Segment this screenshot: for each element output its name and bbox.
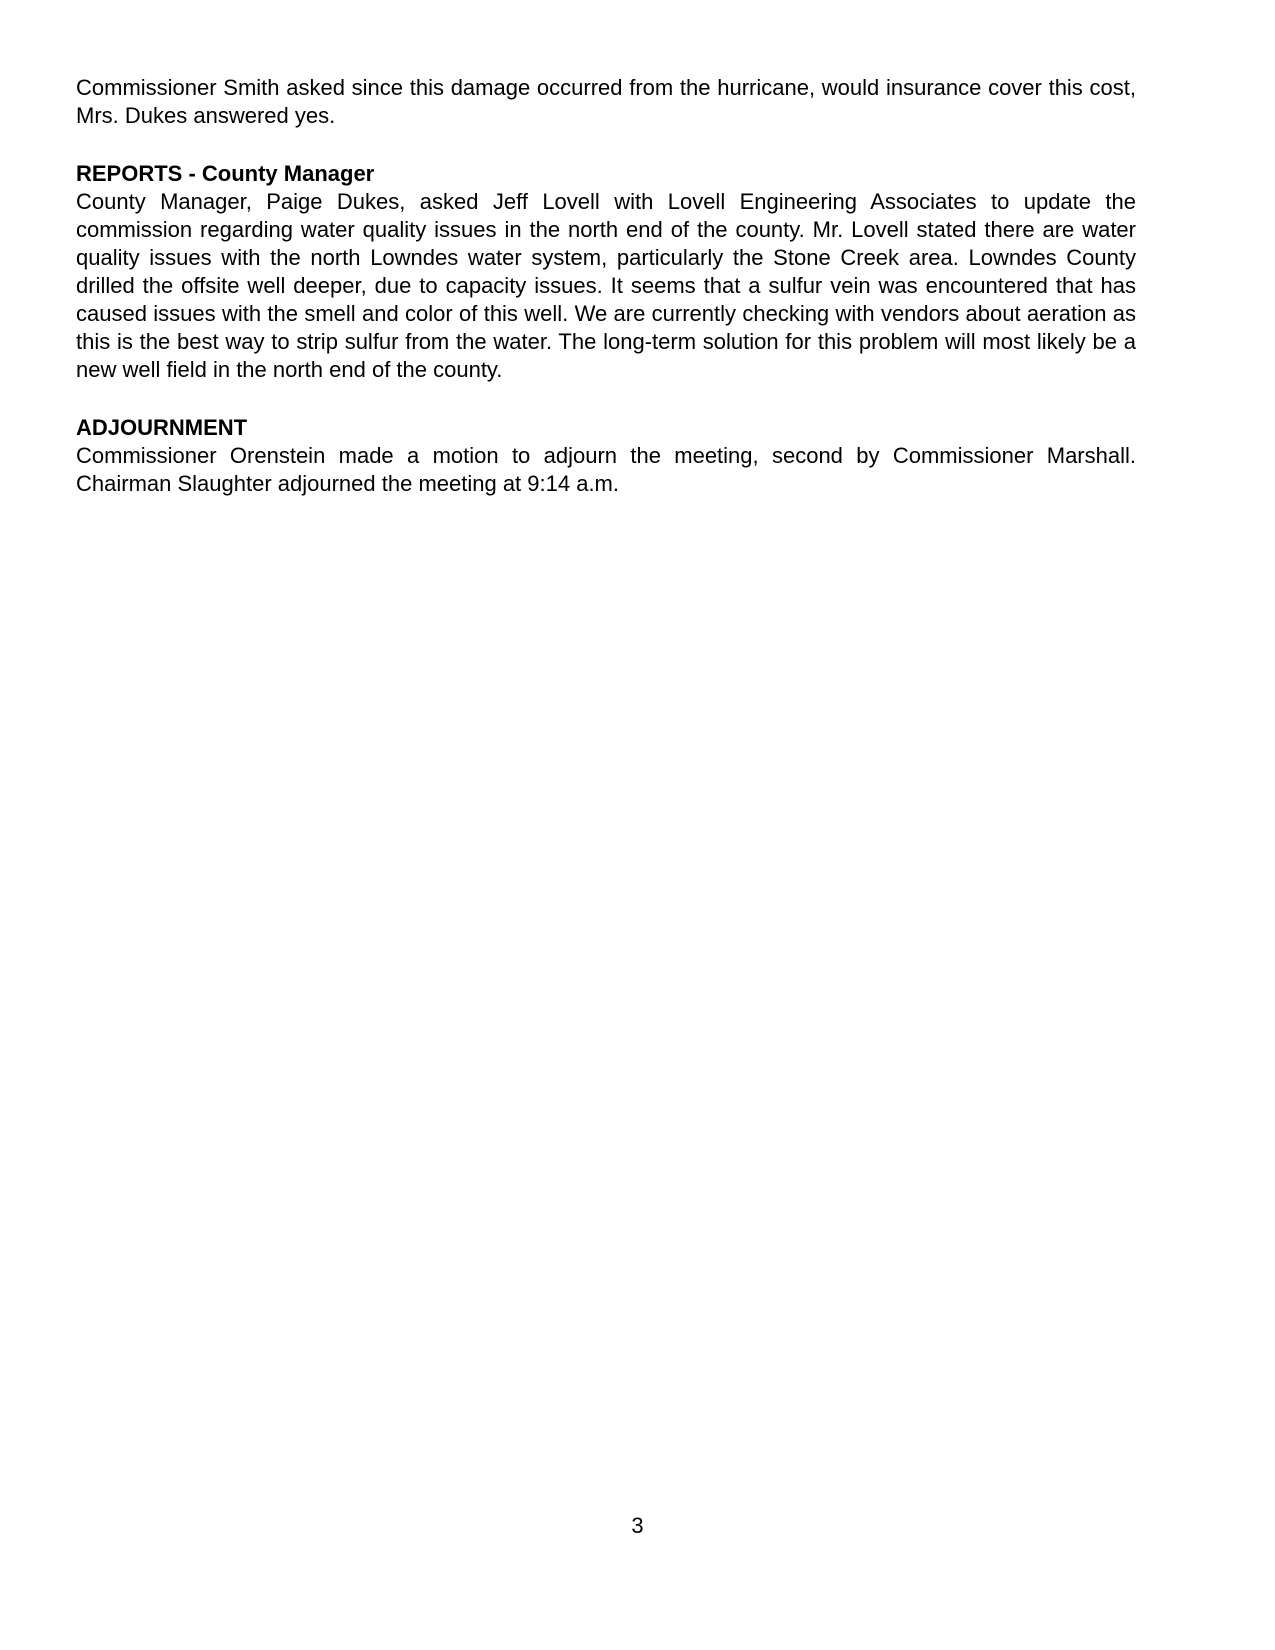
paragraph-adjournment: Commissioner Orenstein made a motion to adjourn the meeting, second by Commissioner Marshall. Chairman Slaughter adjourned the meeting at 9:14 a.m. [76, 443, 1136, 496]
paragraph-insurance-question: Commissioner Smith asked since this damage occurred from the hurricane, would insurance cover this cost, Mrs. Dukes answered yes. [76, 75, 1136, 128]
heading-reports-county-manager: REPORTS - County Manager [76, 161, 375, 186]
page-number: 3 [631, 1513, 644, 1538]
document-body [76, 74, 1136, 498]
paragraph-reports-county-manager: County Manager, Paige Dukes, asked Jeff Lovell with Lovell Engineering Associates to update the commission regarding water quality issues in the north end of the county. Mr. Lovell stated there are water quality issues with the north Lowndes water system, particularly the Stone Creek area. Lowndes County drilled the offsite well deeper, due to capacity issues. It seems that a sulfur vein was encountered that has caused issues with the smell and color of this well. We are currently checking with vendors about aeration as this is the best way to strip sulfur from the water. The long-term solution for this problem will most likely be a new well field in the north end of the county. [76, 189, 1136, 382]
heading-adjournment: ADJOURNMENT [76, 415, 248, 440]
